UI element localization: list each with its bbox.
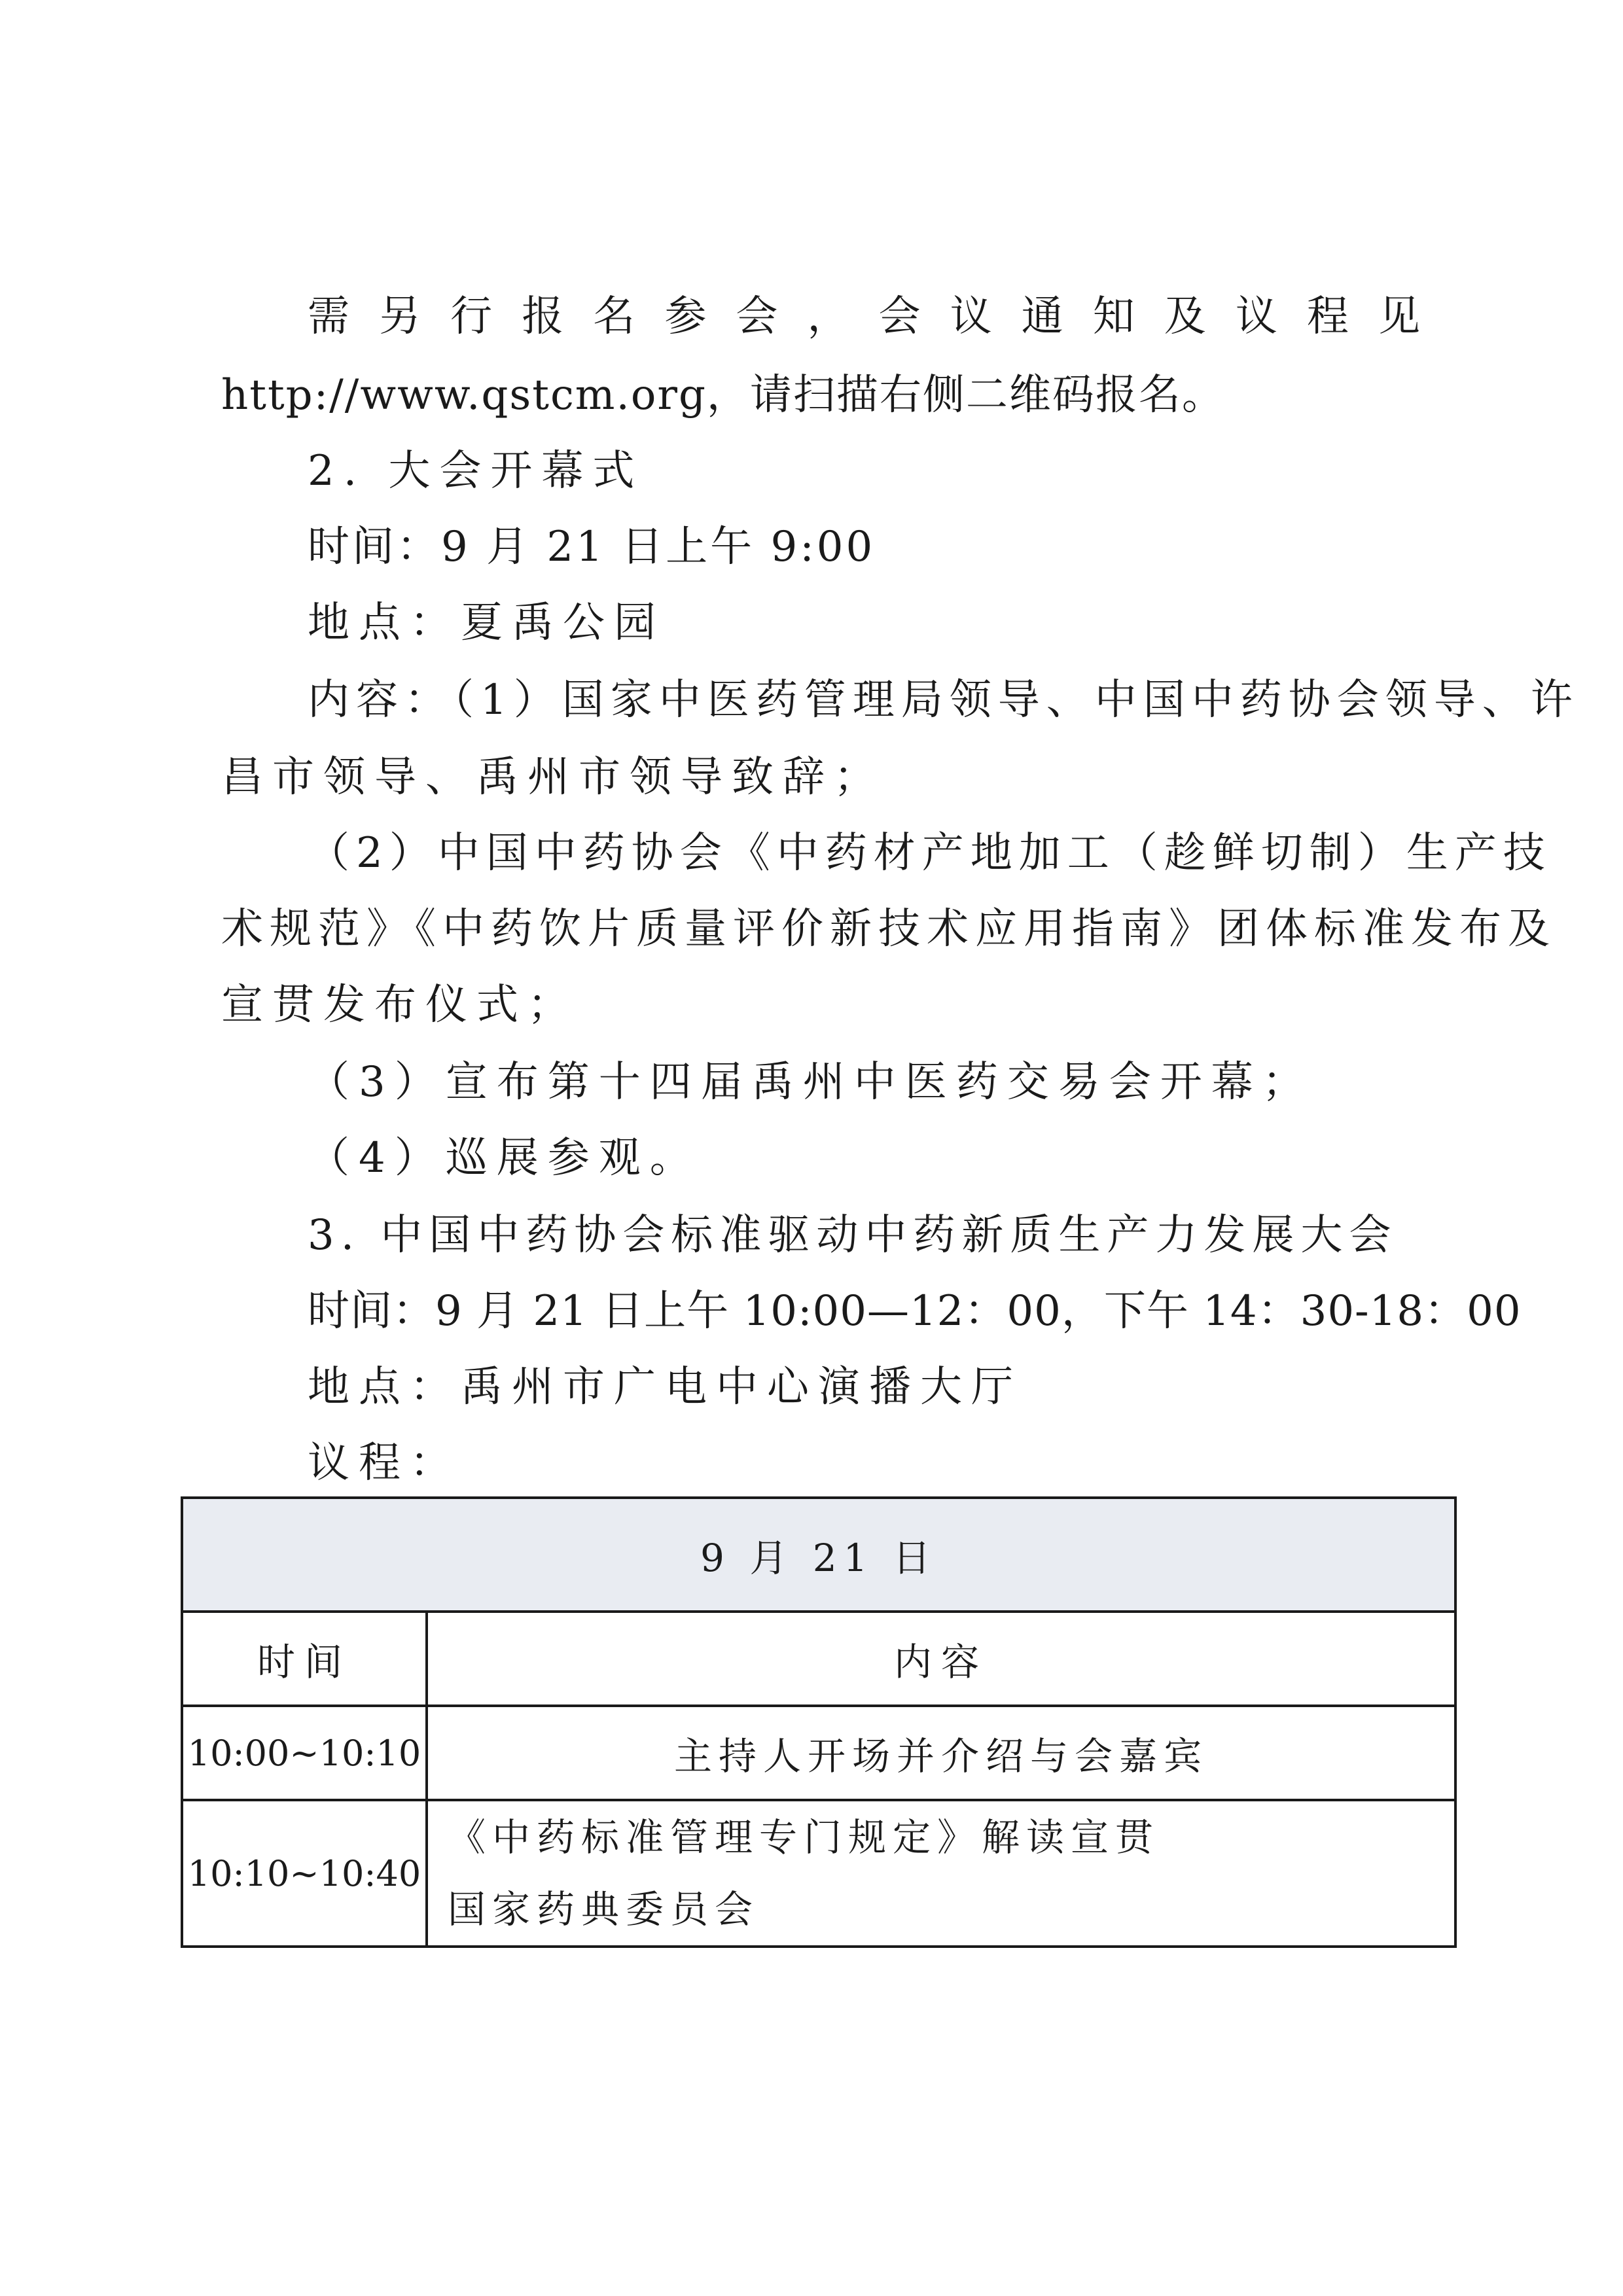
section-2-content-4: （4）巡展参观。 — [308, 1134, 701, 1182]
section-3-heading: 3. 中国中药协会标准驱动中药新质生产力发展大会 — [308, 1211, 1398, 1260]
table-row — [182, 1706, 1455, 1800]
paragraph-registration-line1: 需另行报名参会，会议通知及议程见 — [308, 292, 1420, 341]
section-2-content-1a: 内容：（1）国家中医药管理局领导、中国中药协会领导、许 — [308, 676, 1579, 724]
section-2-place: 地点：夏禹公园 — [308, 599, 665, 647]
agenda-row-time: 10:10~10:40 — [182, 1800, 427, 1947]
section-2-content-1b: 昌市领导、禹州市领导致辞； — [221, 753, 885, 802]
agenda-date: 9 月 21 日 — [182, 1498, 1455, 1612]
section-3-agenda-label: 议程： — [308, 1439, 461, 1487]
section-3-place: 地点：禹州市广电中心演播大厅 — [308, 1363, 1022, 1411]
agenda-header-content: 内容 — [427, 1612, 1455, 1706]
agenda-table — [181, 1496, 1457, 1948]
agenda-row-content-line2: 国家药典委员会 — [448, 1887, 760, 1932]
agenda-date-row — [182, 1498, 1455, 1612]
section-2-content-2b: 术规范》《中药饮片质量评价新技术应用指南》团体标准发布及 — [221, 905, 1556, 953]
agenda-header-row — [182, 1612, 1455, 1706]
section-2-content-2c: 宣贯发布仪式； — [221, 981, 579, 1029]
section-2-heading: 2. 大会开幕式 — [308, 447, 644, 495]
section-2-content-2a: （2）中国中药协会《中药材产地加工（趁鲜切制）生产技 — [308, 829, 1552, 877]
agenda-row-content-line1: 《中药标准管理专门规定》解读宣贯 — [448, 1815, 1160, 1860]
agenda-row-time: 10:00~10:10 — [182, 1706, 427, 1800]
section-3-time: 时间：9 月 21 日上午 10:00—12：00，下午 14：30-18：00 — [308, 1287, 1522, 1335]
agenda-header-time: 时间 — [182, 1612, 427, 1706]
section-2-time: 时间：9 月 21 日上午 9:00 — [308, 523, 876, 571]
table-row — [182, 1800, 1455, 1947]
section-2-content-3: （3）宣布第十四届禹州中医药交易会开幕； — [308, 1058, 1313, 1106]
paragraph-registration-line2: http://www.qstcm.org，请扫描右侧二维码报名。 — [221, 371, 1225, 419]
agenda-row-content: 主持人开场并介绍与会嘉宾 — [427, 1706, 1455, 1800]
agenda-row-content — [427, 1800, 1455, 1947]
